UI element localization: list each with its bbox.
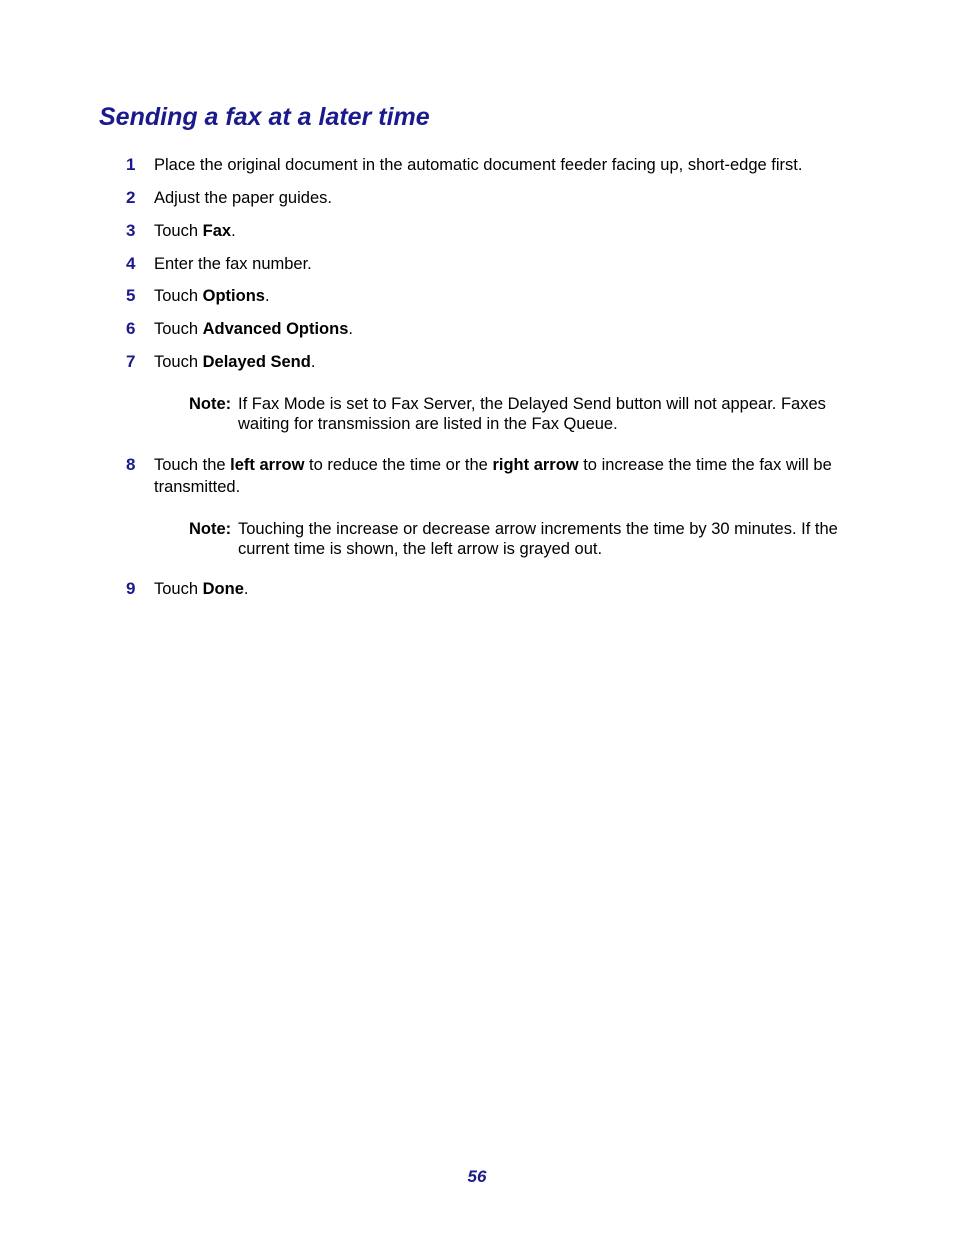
step-text: Adjust the paper guides. (154, 189, 332, 207)
step-2 (126, 187, 866, 209)
step-ui-term: Options (202, 287, 265, 305)
note-label: Note: (189, 520, 232, 538)
step-9 (126, 578, 866, 600)
note-1 (189, 394, 859, 434)
step-text: Touch Options. (154, 287, 270, 305)
step-ui-term: right arrow (492, 456, 579, 474)
step-6 (126, 318, 866, 340)
note-label: Note: (189, 395, 232, 413)
step-number: 6 (126, 319, 136, 338)
step-number: 8 (126, 455, 136, 474)
step-text: Touch Done. (154, 580, 249, 598)
step-ui-term: left arrow (230, 456, 305, 474)
step-text: Touch Delayed Send. (154, 353, 316, 371)
step-1 (126, 154, 866, 176)
step-4 (126, 253, 866, 275)
step-8 (126, 454, 866, 498)
step-ui-term: Fax (202, 222, 232, 240)
step-3 (126, 220, 866, 242)
step-ui-term: Done (202, 580, 244, 598)
step-number: 3 (126, 221, 136, 240)
step-5 (126, 285, 866, 307)
step-number: 5 (126, 286, 136, 305)
note-2 (189, 519, 859, 559)
step-ui-term: Delayed Send (202, 353, 311, 371)
step-number: 9 (126, 579, 136, 598)
step-text: Enter the fax number. (154, 255, 312, 273)
page-number: 56 (467, 1167, 487, 1186)
step-number: 2 (126, 188, 136, 207)
step-number: 1 (126, 155, 136, 174)
page-title: Sending a fax at a later time (99, 103, 430, 131)
step-text: Touch the left arrow to reduce the time or the right arrow to increase the time the fax will be transmitted. (154, 456, 832, 496)
step-number: 7 (126, 352, 136, 371)
step-ui-term: Advanced Options (202, 320, 349, 338)
step-7 (126, 351, 866, 373)
step-text: Touch Advanced Options. (154, 320, 353, 338)
note-text: Touching the increase or decrease arrow increments the time by 30 minutes. If the current time is shown, the left arrow is grayed out. (238, 520, 838, 558)
step-text: Touch Fax. (154, 222, 236, 240)
note-text: If Fax Mode is set to Fax Server, the Delayed Send button will not appear. Faxes waiting for transmission are listed in the Fax Queue. (238, 395, 826, 433)
step-number: 4 (126, 254, 136, 273)
step-text: Place the original document in the automatic document feeder facing up, short-edge first. (154, 156, 803, 174)
